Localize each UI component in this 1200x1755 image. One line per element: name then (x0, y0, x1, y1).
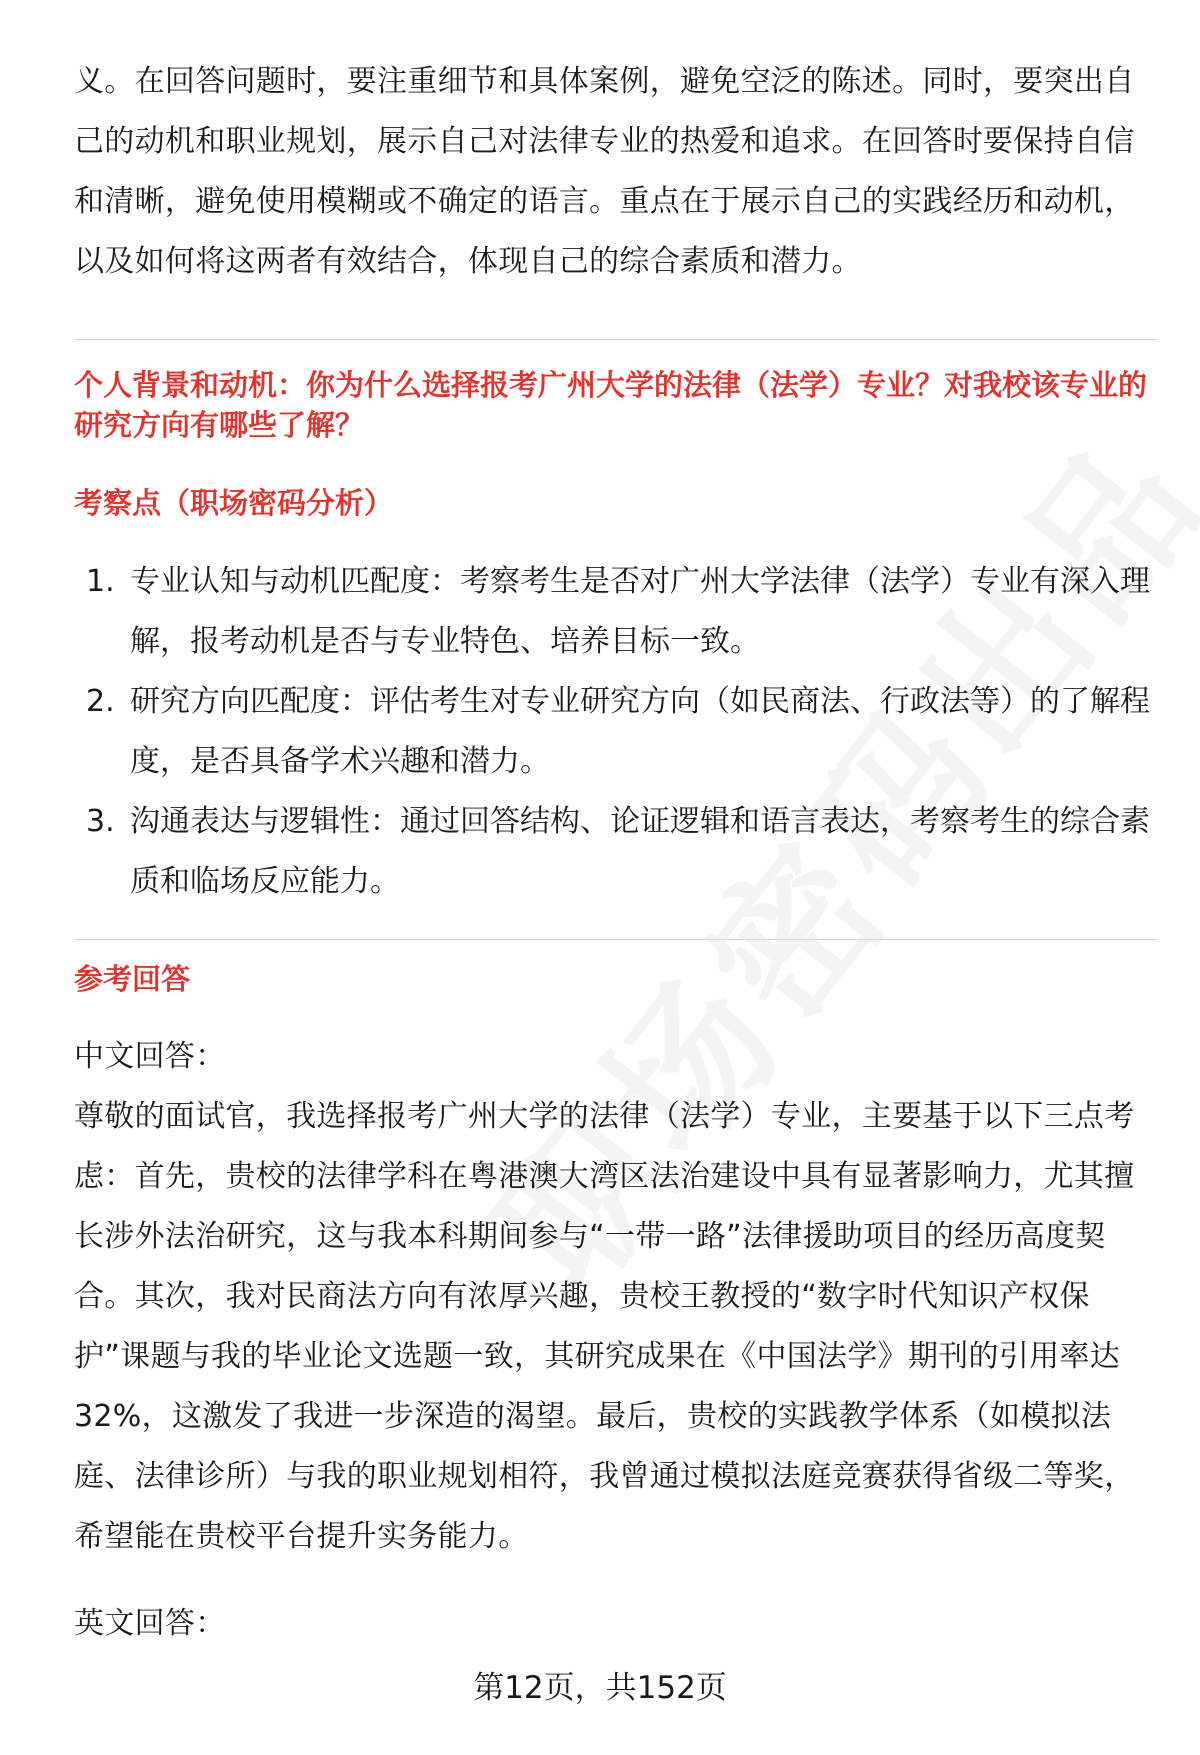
question-heading: 个人背景和动机：你为什么选择报考广州大学的法律（法学）专业？对我校该专业的研究方向有哪些了解？ (74, 368, 1148, 442)
list-item-number: 2. (86, 684, 115, 719)
list-item-number: 1. (86, 564, 115, 599)
english-answer-label: 英文回答： (74, 1606, 226, 1641)
list-item (74, 672, 1158, 792)
intro-paragraph: 义。在回答问题时，要注重细节和具体案例，避免空泛的陈述。同时，要突出自己的动机和职业规划，展示自己对法律专业的热爱和追求。在回答时要保持自信和清晰，避免使用模糊或不确定的语言。重点在于展示自己的实践经历和动机，以及如何将这两者有效结合，体现自己的综合素质和潜力。 (74, 64, 1135, 279)
list-item (74, 792, 1158, 912)
exam-points-heading: 考察点（职场密码分析） (74, 486, 394, 520)
list-item (74, 552, 1158, 672)
section-divider (74, 339, 1158, 340)
list-item-text: 沟通表达与逻辑性：通过回答结构、论证逻辑和语言表达，考察考生的综合素质和临场反应能力。 (130, 804, 1150, 899)
section-divider (74, 939, 1158, 940)
page-footer: 第12页，共152页 (473, 1670, 727, 1706)
reference-answer-heading: 参考回答 (74, 962, 191, 996)
list-item-text: 专业认知与动机匹配度：考察考生是否对广州大学法律（法学）专业有深入理解，报考动机是否与专业特色、培养目标一致。 (130, 564, 1150, 659)
chinese-answer-label: 中文回答： (74, 1039, 226, 1074)
list-item-number: 3. (86, 804, 115, 839)
exam-points-list (74, 552, 1158, 912)
chinese-answer-body: 尊敬的面试官，我选择报考广州大学的法律（法学）专业，主要基于以下三点考虑：首先，贵校的法律学科在粤港澳大湾区法治建设中具有显著影响力，尤其擅长涉外法治研究，这与我本科期间参与“一带一路”法律援助项目的经历高度契合。其次，我对民商法方向有浓厚兴趣，贵校王教授的“数字时代知识产权保护”课题与我的毕业论文选题一致，其研究成果在《中国法学》期刊的引用率达32%，这激发了我进一步深造的渴望。最后，贵校的实践教学体系（如模拟法庭、法律诊所）与我的职业规划相符，我曾通过模拟法庭竞赛获得省级二等奖，希望能在贵校平台提升实务能力。 (74, 1099, 1135, 1554)
list-item-text: 研究方向匹配度：评估考生对专业研究方向（如民商法、行政法等）的了解程度，是否具备学术兴趣和潜力。 (130, 684, 1150, 779)
